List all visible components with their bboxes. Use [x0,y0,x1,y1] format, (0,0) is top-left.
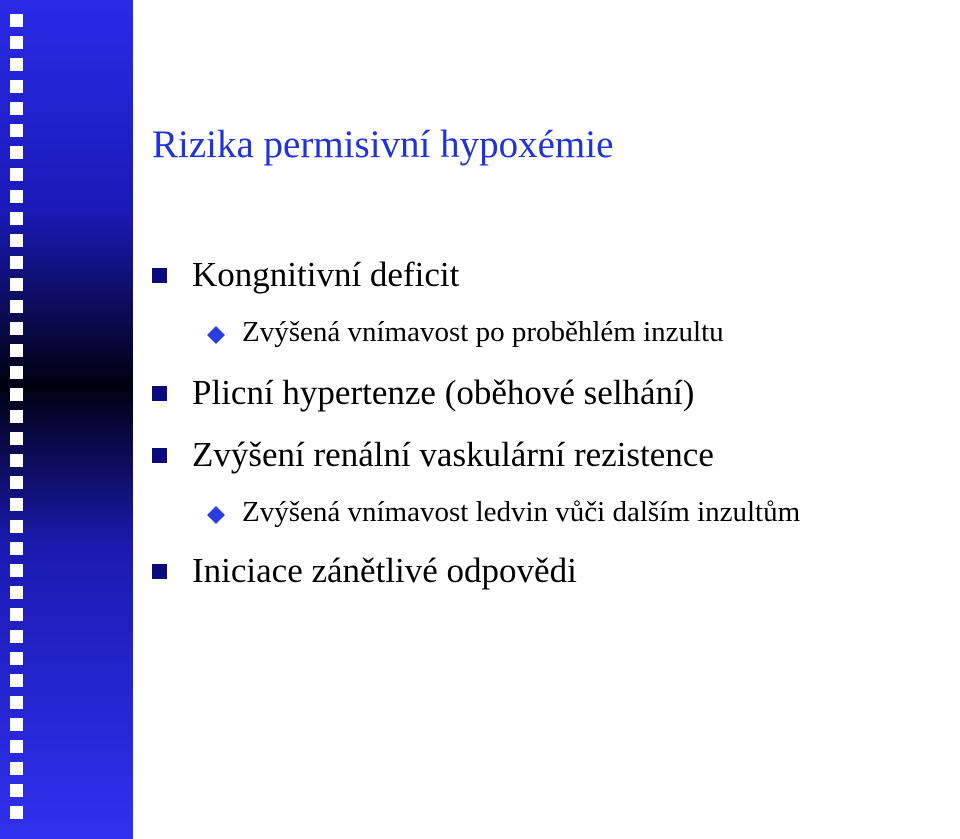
bullet-text: Zvýšená vnímavost ledvin vůči dalším inzultům [242,496,801,528]
decorative-square [10,256,23,269]
decorative-square [10,36,23,49]
decorative-square [10,102,23,115]
decorative-square [10,146,23,159]
decorative-square [10,564,23,577]
bullet-text: Zvýšená vnímavost po proběhlém inzultu [242,316,724,348]
decorative-square [10,674,23,687]
decorative-square [10,696,23,709]
bullet-text: Zvýšení renální vaskulární rezistence [192,435,714,474]
decorative-square [10,168,23,181]
decorative-square [10,124,23,137]
decorative-square [10,322,23,335]
decorative-square [10,278,23,291]
decorative-square [10,608,23,621]
decorative-square [10,344,23,357]
decorative-square [10,652,23,665]
decorative-square [10,586,23,599]
decorative-square [10,212,23,225]
decorative-square [10,300,23,313]
square-bullet-icon [152,268,167,283]
square-bullet-icon [152,448,167,463]
decorative-square [10,14,23,27]
decorative-square [10,718,23,731]
bullet-text: Plicní hypertenze (oběhové selhání) [192,373,695,412]
decorative-square [10,476,23,489]
square-pattern [10,14,32,834]
decorative-square [10,784,23,797]
decorative-square [10,410,23,423]
diamond-bullet-icon [207,326,225,344]
bullet-text: Iniciace zánětlivé odpovědi [192,551,577,590]
decorative-square [10,740,23,753]
decorative-square [10,520,23,533]
decorative-square [10,234,23,247]
decorative-square [10,630,23,643]
square-bullet-icon [152,564,167,579]
diamond-bullet-icon [207,506,225,524]
decorative-square [10,542,23,555]
slide-title: Rizika permisivní hypoxémie [152,123,614,166]
decorative-square [10,498,23,511]
decorative-square [10,190,23,203]
decorative-square [10,432,23,445]
decorative-square [10,366,23,379]
decorative-square [10,388,23,401]
decorative-square [10,454,23,467]
decorative-square [10,762,23,775]
bullet-text: Kongnitivní deficit [192,255,460,294]
decorative-square [10,58,23,71]
decorative-square [10,806,23,819]
decorative-sidebar [0,0,133,839]
square-bullet-icon [152,386,167,401]
decorative-square [10,80,23,93]
